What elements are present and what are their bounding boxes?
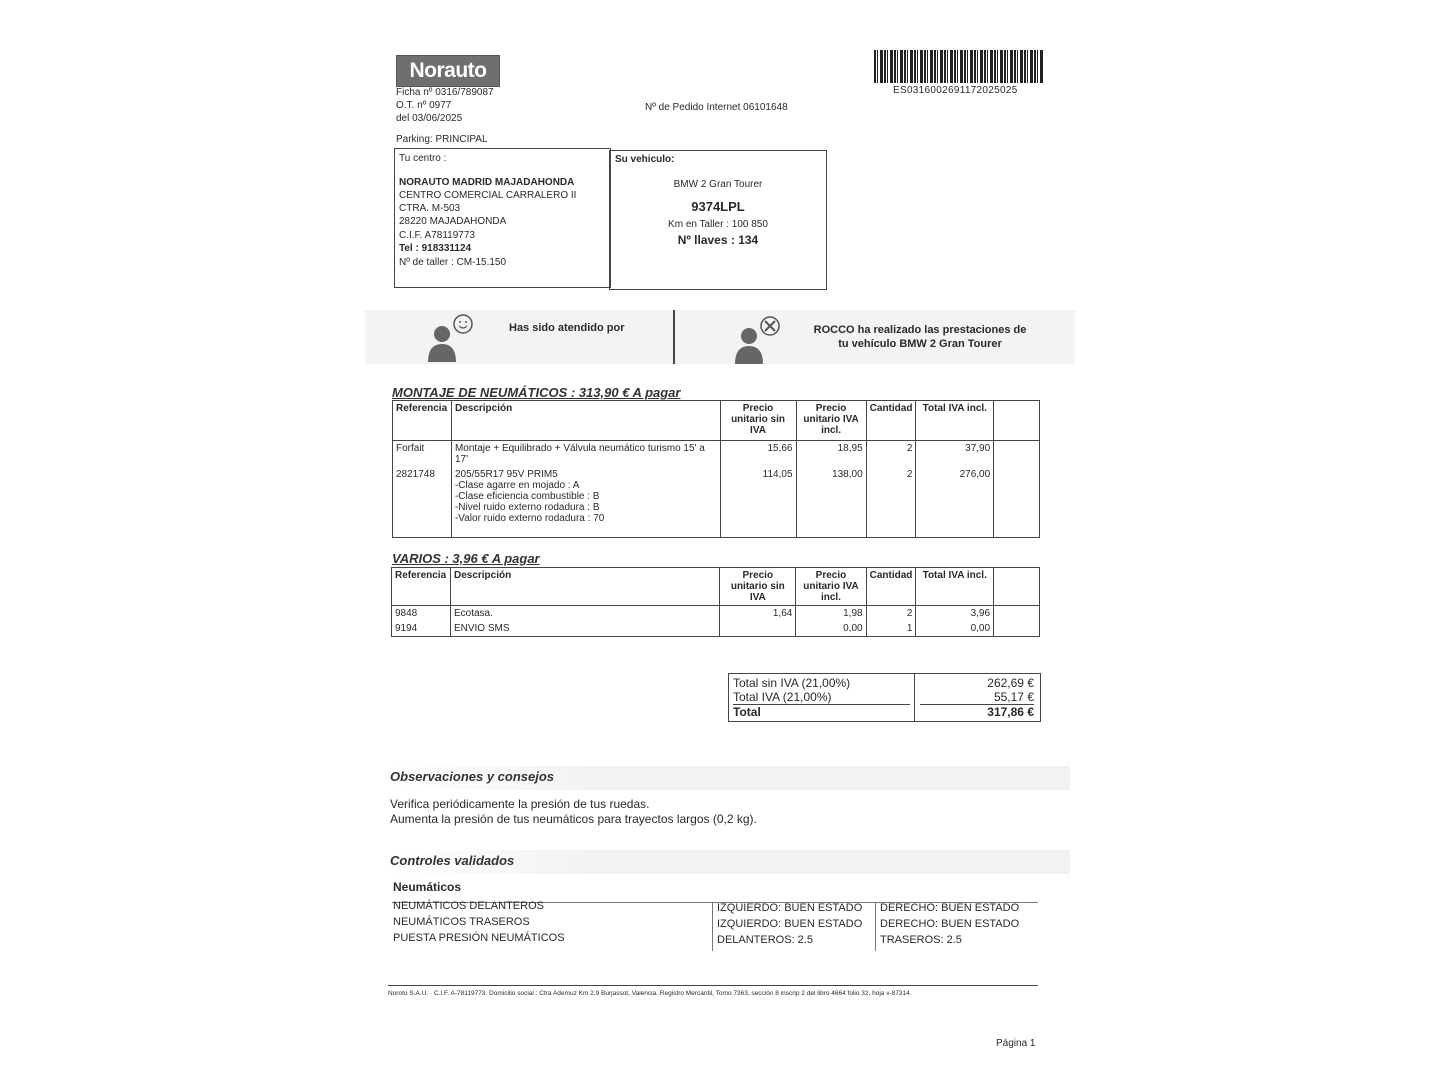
cell-price-sin-iva: 114,05 — [720, 467, 796, 537]
cell-desc — [451, 441, 720, 468]
table-row — [393, 441, 1040, 468]
desc-line: -Clase eficiencia combustible : B — [454, 491, 600, 502]
ficha-number: Ficha nº 0316/789087 — [396, 87, 494, 98]
col-referencia: Referencia — [393, 401, 452, 441]
desc-line: 205/55R17 95V PRIM5 — [454, 469, 558, 480]
observaciones-line-2: Aumenta la presión de tus neumáticos para trayectos largos (0,2 kg). — [390, 812, 757, 826]
page-number: Página 1 — [996, 1038, 1036, 1049]
control-left-status: IZQUIERDO: BUEN ESTADO — [717, 918, 863, 930]
total-label: Total — [733, 704, 910, 719]
control-name: PUESTA PRESIÓN NEUMÁTICOS — [393, 932, 565, 944]
col-cantidad: Cantidad — [866, 401, 916, 441]
service-banner — [365, 310, 1075, 364]
centro-address-2: CTRA. M-503 — [399, 203, 461, 214]
mechanic-line-1: ROCCO ha realizado las prestaciones de — [813, 324, 1027, 336]
vehiculo-km: Km en Taller : 100 850 — [668, 219, 768, 230]
montaje-title: MONTAJE DE NEUMÁTICOS : 313,90 € A pagar — [392, 385, 681, 400]
cell-qty: 2 — [866, 441, 916, 468]
col-precio-sin-iva: Precio unitario sin IVA — [720, 401, 796, 441]
cell-ref: Forfait — [393, 441, 452, 468]
col-descripcion: Descripción — [450, 568, 719, 606]
centro-label: Tu centro : — [399, 153, 447, 164]
cell-total: 37,90 — [916, 441, 994, 468]
vehiculo-label: Su vehiculo: — [615, 154, 675, 165]
cell-qty: 2 — [866, 467, 916, 537]
varios-table — [391, 567, 1040, 637]
control-name: NEUMÁTICOS TRASEROS — [393, 916, 530, 928]
desc-line: -Valor ruido externo rodadura : 70 — [454, 513, 605, 524]
mechanic-person-icon — [732, 314, 784, 364]
cell-empty — [994, 621, 1040, 637]
total-sin-iva-label: Total sin IVA (21,00%) — [733, 676, 851, 690]
cell-price-iva: 138,00 — [796, 467, 866, 537]
montaje-table — [392, 400, 1040, 538]
varios-title: VARIOS : 3,96 € A pagar — [392, 551, 540, 566]
control-right-status: DERECHO: BUEN ESTADO — [880, 902, 1020, 914]
mechanic-line-2: tu vehículo BMW 2 Gran Tourer — [838, 338, 1002, 350]
centro-cif: C.I.F. A78119773 — [399, 230, 475, 241]
col-total: Total IVA incl. — [916, 401, 994, 441]
cell-price-sin-iva: 1,64 — [720, 606, 796, 622]
control-right-status: TRASEROS: 2.5 — [880, 934, 962, 946]
parking-label: Parking: PRINCIPAL — [396, 134, 488, 145]
pedido-internet: Nº de Pedido Internet 06101648 — [645, 102, 788, 113]
desc-line: ENVIO SMS — [453, 623, 510, 634]
ot-number: O.T. nº 0977 — [396, 100, 452, 111]
norauto-logo: Norauto — [396, 55, 500, 87]
cell-price-iva: 0,00 — [796, 621, 866, 637]
banner-divider — [673, 310, 675, 364]
cell-empty — [994, 467, 1040, 537]
control-right-status: DERECHO: BUEN ESTADO — [880, 918, 1020, 930]
total-sin-iva-value: 262,69 € — [987, 676, 1034, 690]
controles-title: Controles validados — [390, 853, 515, 868]
total-iva-label: Total IVA (21,00%) — [733, 690, 832, 704]
cell-price-iva: 1,98 — [796, 606, 866, 622]
col-descripcion: Descripción — [451, 401, 720, 441]
table-row — [392, 606, 1040, 622]
total-value: 317,86 € — [920, 704, 1034, 719]
col-precio-iva: Precio unitario IVA incl. — [796, 568, 866, 606]
footer-legal: Noroto S.A.U. · C.I.F. A-78119773. Domicilio social : Ctra Ademuz Km 2.9 Burjassot, Valencia. Registro Mercantil, Tomo 7363, sección 8 inscrip 2 del libro 4664 folio 32, hoja v-87314. — [388, 990, 912, 997]
smiley-person-icon — [425, 312, 475, 362]
cell-total: 0,00 — [916, 621, 994, 637]
centro-name: NORAUTO MADRID MAJADAHONDA — [399, 177, 575, 188]
cell-qty: 1 — [866, 621, 916, 637]
vehiculo-model: BMW 2 Gran Tourer — [673, 179, 763, 190]
col-total: Total IVA incl. — [916, 568, 994, 606]
cell-price-sin-iva — [720, 621, 796, 637]
col-referencia: Referencia — [392, 568, 451, 606]
centro-box — [394, 148, 611, 288]
desc-line: Ecotasa. — [453, 608, 493, 619]
table-row — [393, 467, 1040, 537]
col-precio-sin-iva: Precio unitario sin IVA — [720, 568, 796, 606]
cell-price-sin-iva: 15,66 — [720, 441, 796, 468]
attended-text: Has sido atendido por — [509, 322, 625, 334]
control-left-status: DELANTEROS: 2.5 — [717, 934, 813, 946]
barcode-image — [874, 50, 1044, 83]
vehiculo-plate: 9374LPL — [691, 199, 745, 214]
cell-price-iva: 18,95 — [796, 441, 866, 468]
vehiculo-llaves: Nº llaves : 134 — [677, 233, 759, 247]
control-name: NEUMÁTICOS DELANTEROS — [393, 900, 544, 912]
cell-desc — [450, 621, 719, 637]
controles-divider-2 — [875, 903, 876, 951]
cell-empty — [994, 606, 1040, 622]
barcode-text: ES0316002691172025025 — [893, 85, 1018, 96]
desc-line: -Clase agarre en mojado : A — [454, 480, 580, 491]
centro-address-1: CENTRO COMERCIAL CARRALERO II — [399, 190, 577, 201]
col-empty — [994, 568, 1040, 606]
desc-line: -Nivel ruido externo rodadura : B — [454, 502, 600, 513]
cell-total: 3,96 — [916, 606, 994, 622]
cell-desc — [451, 467, 720, 537]
col-cantidad: Cantidad — [866, 568, 916, 606]
desc-line: Montaje + Equilibrado + Válvula neumático turismo 15' a 17' — [454, 443, 705, 465]
footer-rule — [388, 985, 1038, 986]
cell-ref: 9848 — [392, 606, 451, 622]
observaciones-title: Observaciones y consejos — [390, 769, 555, 784]
total-iva-value: 55,17 € — [993, 690, 1034, 704]
centro-tel: Tel : 918331124 — [399, 243, 472, 254]
cell-ref: 9194 — [392, 621, 451, 637]
order-date: del 03/06/2025 — [396, 113, 463, 124]
controles-subtitle: Neumáticos — [393, 880, 462, 894]
vehiculo-box — [609, 150, 827, 290]
cell-desc — [450, 606, 719, 622]
cell-ref: 2821748 — [393, 467, 452, 537]
col-empty — [994, 401, 1040, 441]
centro-taller: Nº de taller : CM-15.150 — [399, 257, 507, 268]
observaciones-line-1: Verifica periódicamente la presión de tus ruedas. — [390, 797, 650, 811]
col-precio-iva: Precio unitario IVA incl. — [796, 401, 866, 441]
centro-address-3: 28220 MAJADAHONDA — [399, 216, 507, 227]
totals-box — [728, 673, 1041, 722]
table-row — [392, 621, 1040, 637]
cell-empty — [994, 441, 1040, 468]
cell-total: 276,00 — [916, 467, 994, 537]
controles-divider-1 — [712, 903, 713, 951]
cell-qty: 2 — [866, 606, 916, 622]
control-left-status: IZQUIERDO: BUEN ESTADO — [717, 902, 863, 914]
